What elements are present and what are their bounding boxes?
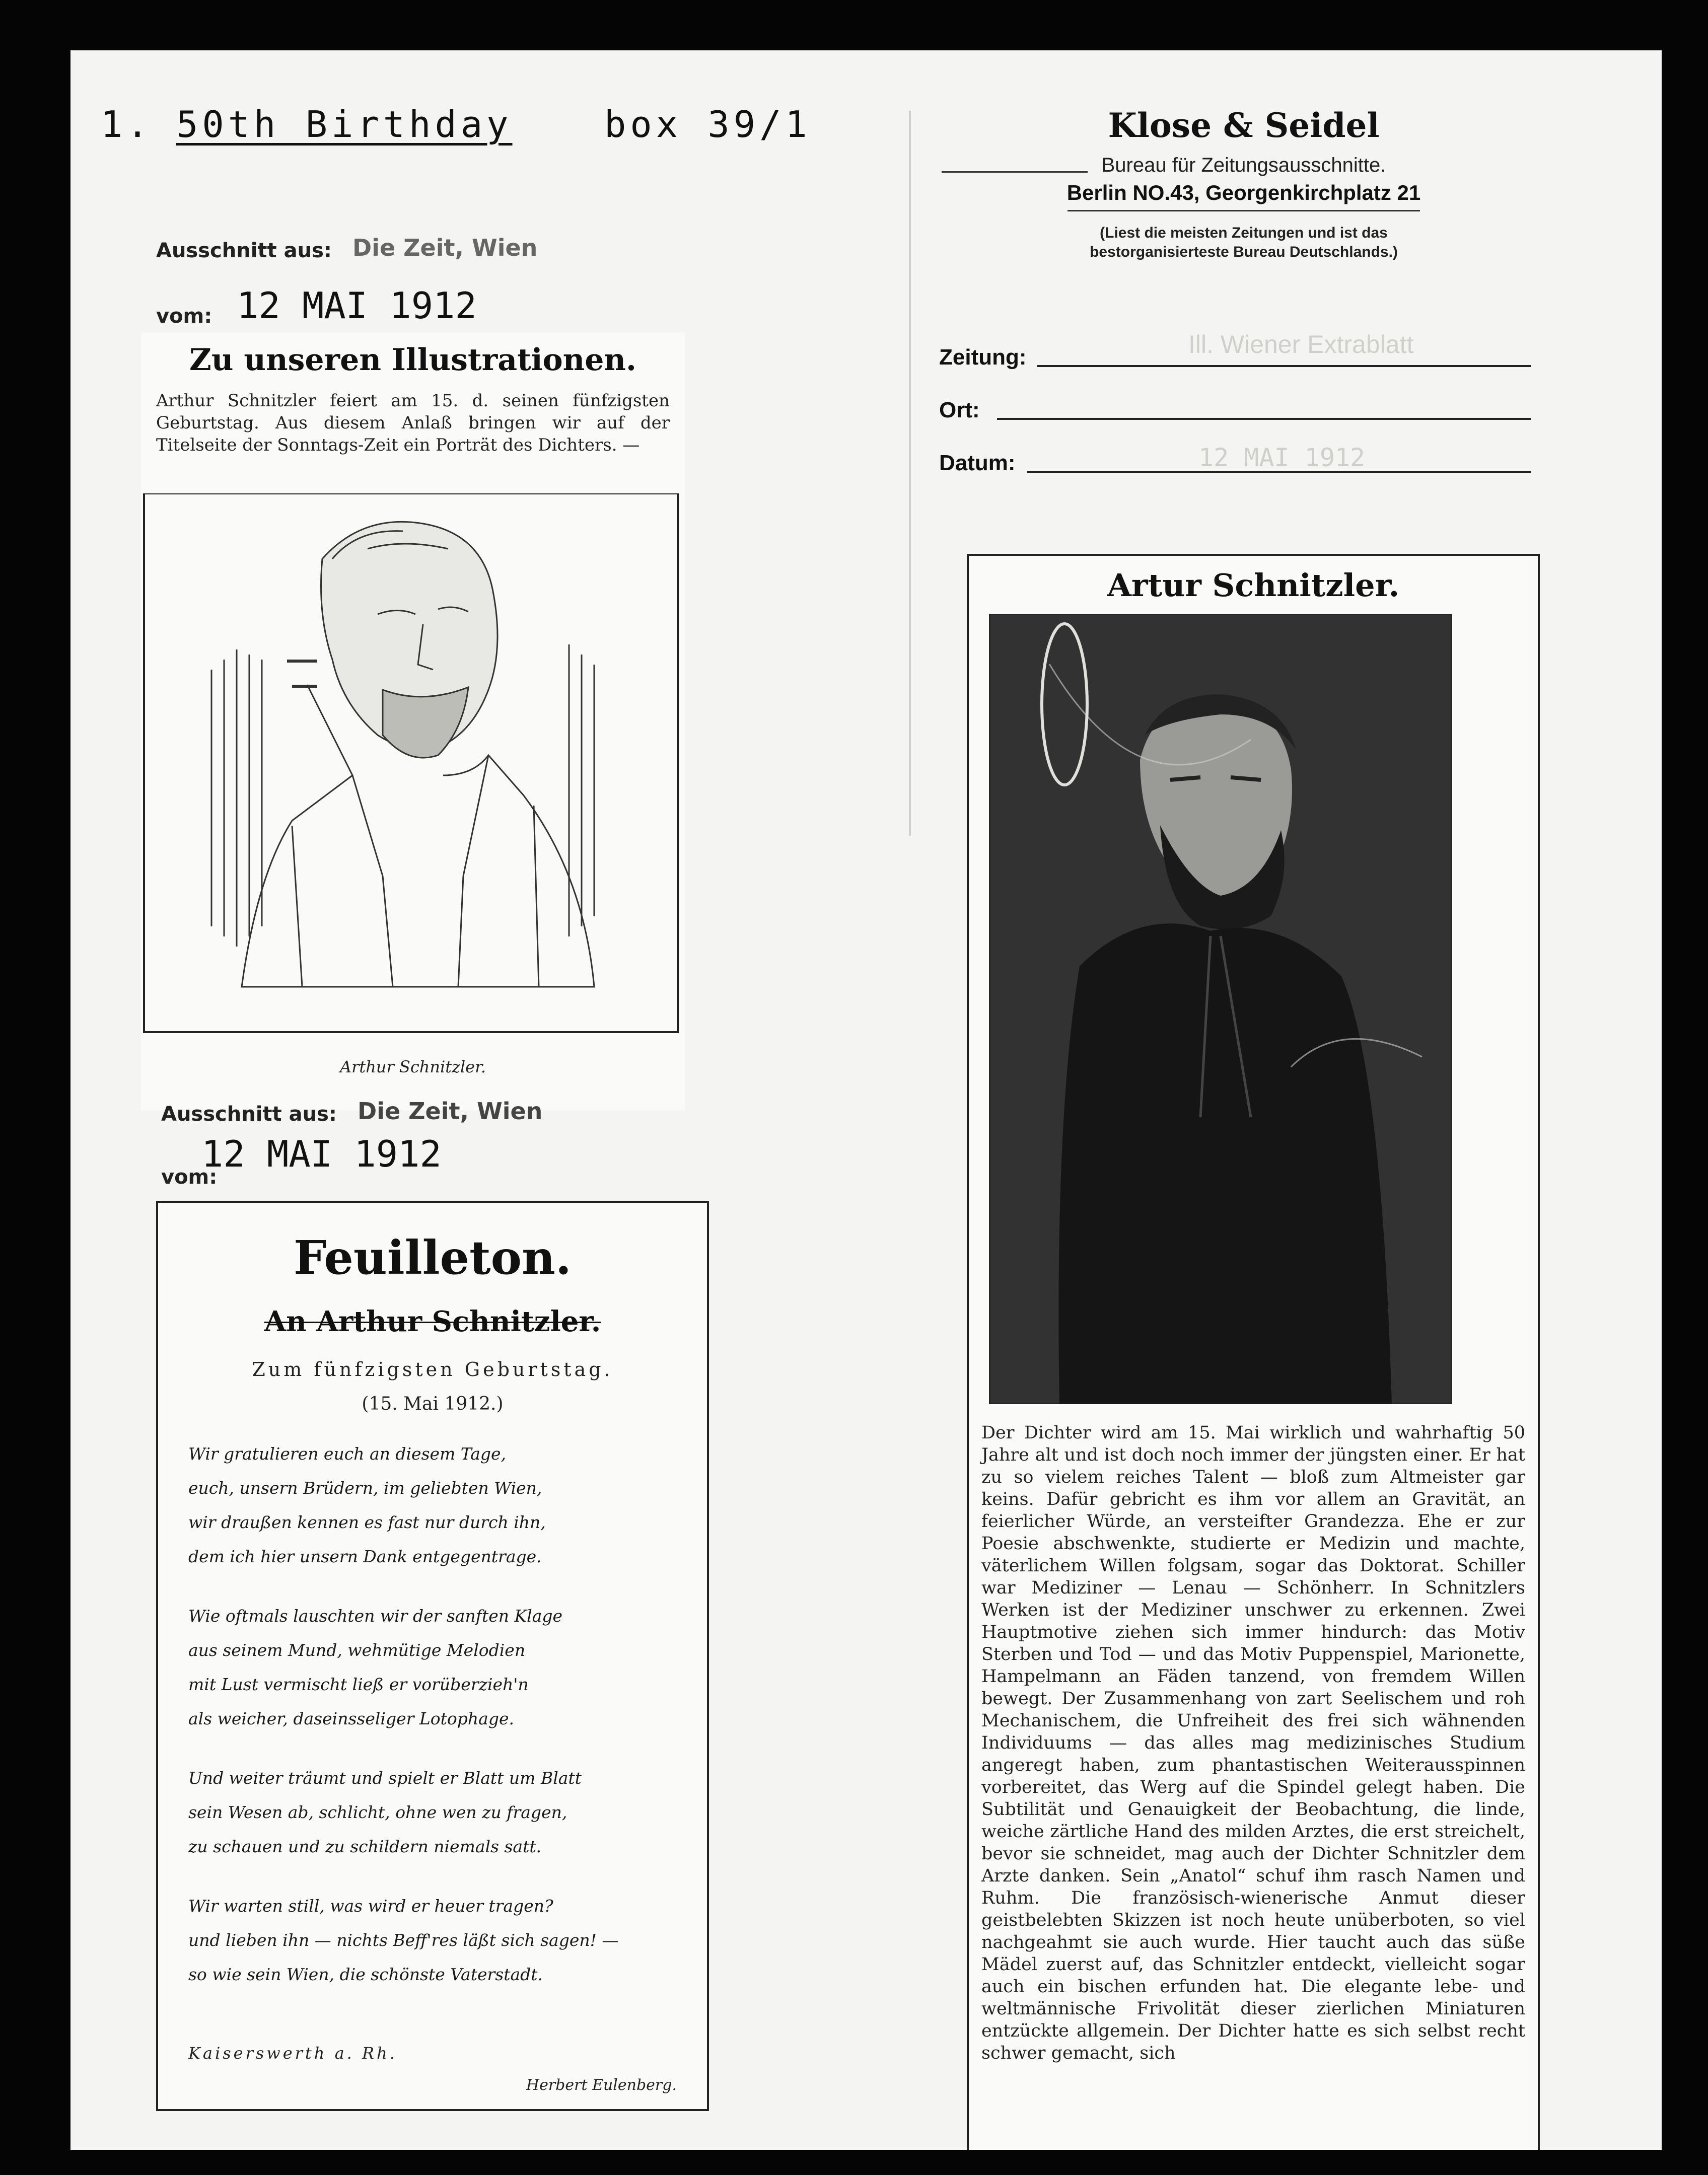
box-reference: box 39/1 — [604, 103, 811, 146]
schnitzler-sketch-portrait — [141, 493, 685, 1037]
clip3-artur-schnitzler — [967, 554, 1540, 2150]
clip1-heading: Zu unseren Illustrationen. — [189, 342, 636, 378]
bureau-line1: Bureau für Zeitungsausschnitte. — [1101, 154, 1386, 176]
poem-line: als weicher, daseinsseliger Lotophage. — [188, 1709, 514, 1728]
poem-line: mit Lust vermischt ließ er vorüberzieh'n — [188, 1675, 529, 1694]
clip2-poem — [188, 1437, 707, 1992]
zeitung-line — [1037, 365, 1531, 367]
clip2-subheading: An Arthur Schnitzler. — [264, 1305, 601, 1338]
folder-number: 1. — [101, 103, 153, 146]
clip2-feuilleton — [156, 1201, 709, 2111]
bureau-name: Klose & Seidel — [1108, 106, 1380, 145]
poem-line: so wie sein Wien, die schönste Vaterstadt. — [188, 1965, 543, 1984]
clip2-place: Kaiserswerth a. Rh. — [188, 2044, 397, 2063]
bureau-top-rule — [942, 171, 1088, 173]
clip3-text: Der Dichter wird am 15. Mai wirklich und wahrhaftig 50 Jahre alt und ist doch noch immer der jüngsten einer. Er hat zu so vielem reiches Talent — bloß zum Altmeister gar keins. Dafür gebricht es ihm vor allem an Gravität, an feierlicher Würde, an versteifter Grandezza. Ehe er zur Poesie abschwenkte, studierte er Medizin und machte, väterlichem Willen folgsam, sogar das Doktorat. Schiller war Mediziner — Lenau — Schönherr. In Schnitzlers Werken ist der Mediziner unschwer zu erkennen. Zwei Hauptmotive ziehen sich immer hindurch: das Motiv Sterben und Tod — und das Motiv Puppenspiel, Marionette, Hampelmann an Fäden tanzend, von fremdem Willen bewegt. Der Zusammenhang von zart Seelischem und roh Mechanischem, die Unfreiheit des frei sich wähnenden Individuums — das alles mag medizinisches Studium angeregt haben, zum phantastischen Weiterausspinnen vorbereitet, das Werg auf die Spindel gelegt haben. Die Subtilität und Genauigkeit der Beobachtung, die linde, weiche zärtliche Hand des milden Arztes, die erst streichelt, bevor sie schneidet, mag auch der Dichter Schnitzler dem Arzte danken. Sein „Anatol“ schuf ihm rasch Namen und Ruhm. Die französisch-wienerische Anmut dieser geistbelebten Skizzen ist noch heute unüberboten, so viel nachgeahmt sie auch wurde. Hier taucht auch das süße Mädel zuerst auf, das Schnitzler entdeckt, vielleicht sogar auch ein bischen erfunden hat. Die elegante lebe- und weltmännische Frivolität dieser zierlichen Miniaturen entzückte allgemein. Der Dichter hatte es sich selbst recht schwer gemacht, sich — [981, 1423, 1525, 2063]
zeitung-faint-value: Ill. Wiener Extrablatt — [1188, 330, 1414, 358]
bureau-note-line2: bestorganisierteste Bureau Deutschlands.) — [1090, 244, 1398, 260]
clip1-caption: Arthur Schnitzler. — [339, 1057, 486, 1076]
clip2-occasion: Zum fünfzigsten Geburtstag. — [252, 1358, 613, 1381]
poem-line: wir draußen kennen es fast nur durch ihn, — [188, 1512, 546, 1532]
ort-label: Ort: — [939, 398, 980, 422]
poem-line: Wir warten still, was wird er heuer tragen? — [188, 1896, 553, 1916]
poem-line: und lieben ihn — nichts Beff'res läßt sich sagen! — — [188, 1930, 619, 1950]
clip2-date: (15. Mai 1912.) — [362, 1394, 504, 1414]
clip2-author: Herbert Eulenberg. — [526, 2076, 677, 2094]
datum-label: Datum: — [939, 451, 1016, 475]
archive-sheet — [70, 50, 1662, 2150]
poem-line: zu schauen und zu schildern niemals satt. — [188, 1837, 542, 1856]
poem-line: sein Wesen ab, schlicht, ohne wen zu fragen, — [188, 1802, 567, 1822]
clip1-source-label: Ausschnitt aus: — [156, 239, 332, 262]
datum-faint-value: 12 MAI 1912 — [1198, 443, 1366, 472]
clip1-text: Arthur Schnitzler feiert am 15. d. seinen fünfzigsten Geburtstag. Aus diesem Anlaß bringen wir auf der Titelseite der Sonntags-Zeit ein Porträt des Dichters. — — [156, 391, 670, 455]
poem-stanza-2 — [188, 1599, 707, 1736]
poem-stanza-4 — [188, 1889, 707, 1992]
clip3-heading: Artur Schnitzler. — [1107, 567, 1400, 604]
clip2-date-value: 12 MAI 1912 — [201, 1133, 442, 1175]
folder-title: 50th Birthday — [176, 103, 513, 146]
poem-line: aus seinem Mund, wehmütige Melodien — [188, 1640, 526, 1660]
poem-stanza-3 — [188, 1761, 707, 1864]
bureau-line2: Berlin NO.43, Georgenkirchplatz 21 — [1066, 181, 1421, 204]
sheet-fold-line — [909, 111, 911, 836]
clip2-heading: Feuilleton. — [294, 1230, 572, 1285]
poem-line: Wie oftmals lauschten wir der sanften Klage — [188, 1606, 563, 1626]
zeitung-label: Zeitung: — [939, 345, 1027, 370]
clip1-date-value: 12 MAI 1912 — [237, 284, 477, 327]
clip1-source-value: Die Zeit, Wien — [352, 234, 538, 261]
clip1-date-label: vom: — [156, 305, 212, 328]
clip2-source-value: Die Zeit, Wien — [358, 1098, 543, 1125]
clip2-source-label: Ausschnitt aus: — [161, 1103, 337, 1126]
bureau-letterhead — [942, 106, 1546, 261]
poem-stanza-1 — [188, 1437, 707, 1574]
poem-line: Und weiter träumt und spielt er Blatt um Blatt — [188, 1768, 582, 1788]
poem-line: Wir gratulieren euch an diesem Tage, — [188, 1444, 507, 1464]
ort-line — [997, 418, 1531, 420]
schnitzler-halftone-photo — [989, 614, 1452, 1404]
bureau-note-line1: (Liest die meisten Zeitungen und ist das — [1100, 225, 1388, 241]
clip2-date-label: vom: — [161, 1166, 218, 1189]
poem-line: dem ich hier unsern Dank entgegentrage. — [188, 1547, 542, 1566]
bureau-ornament-divider — [1068, 210, 1420, 211]
clip1-illustrations — [141, 332, 685, 1110]
poem-line: euch, unsern Brüdern, im geliebten Wien, — [188, 1478, 542, 1498]
